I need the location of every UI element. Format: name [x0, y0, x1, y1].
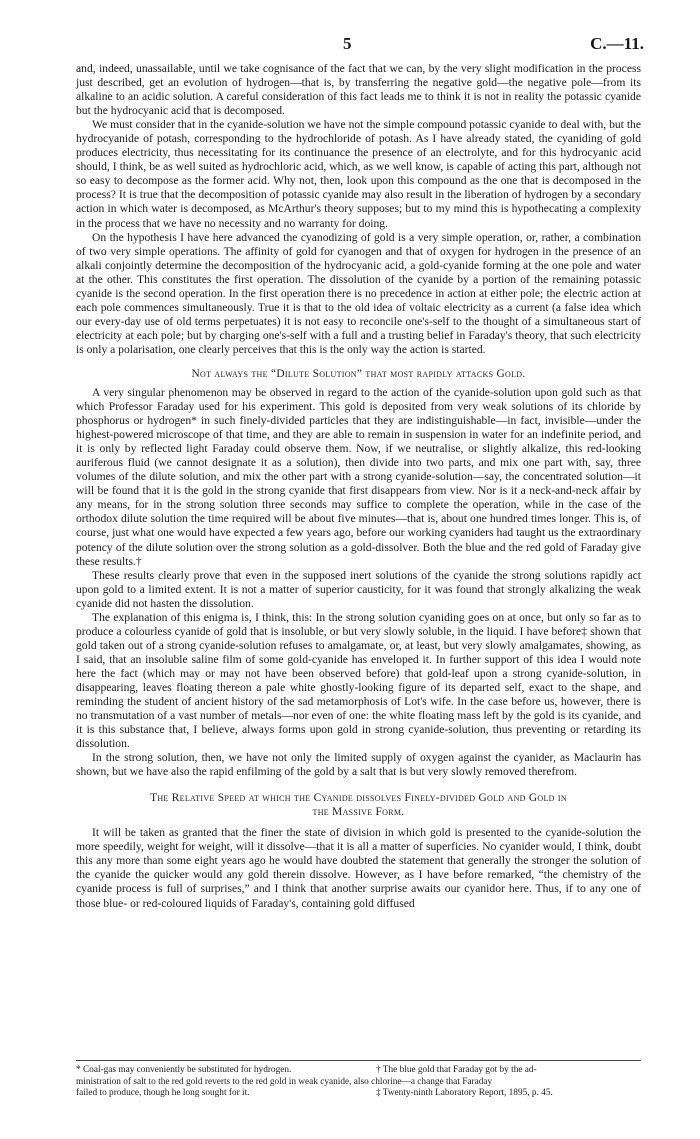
- footnote: * Coal-gas may conveniently be substituted for hydrogen.: [76, 1065, 292, 1075]
- section-heading-line: the Massive Form.: [312, 806, 405, 819]
- section-heading: Not always the “Dilute Solution” that most rapidly attacks Gold.: [191, 367, 526, 380]
- section-heading: [76, 791, 641, 819]
- paragraph: These results clearly prove that even in the supposed inert solutions of the cyanide the strong solutions rapidly act upon gold to a limited extent. It is not a matter of superior causticity, for it was found that strongly alkalizing the weak cyanide did not hasten the dissolution.: [76, 568, 641, 610]
- body-text: [76, 62, 641, 911]
- page-header: [76, 34, 644, 62]
- footnote: ‡ Twenty-ninth Laboratory Report, 1895, p. 45.: [376, 1088, 553, 1099]
- page-number: 5: [343, 34, 352, 53]
- footnote: ministration of salt to the red gold reverts to the red gold in weak cyanide, also chlorine—a change that Faraday: [76, 1076, 493, 1087]
- footnotes: [76, 1060, 641, 1100]
- paragraph: On the hypothesis I have here advanced the cyanodizing of gold is a very simple operation, or, rather, a combination of two very simple operations. The affinity of gold for cyanogen and that of oxygen for hydrogen in the presence of an alkali conjointly determine the decomposition of the hydrocyanic acid, a gold-cyanide forming at the one pole and water at the other. This constitutes the first operation. The dissolution of the cyanide by a portion of the remaining potassic cyanide is the second operation. In the first operation there is no precedence in action at either pole; the electric action at each pole commences simultaneously. True it is that to the old idea of voltaic electricity as a current (a false idea which our every-day use of old terms perpetuates) it is not easy to reconcile one's-self to the thought of a simultaneous start of electricity at each pole; but by charging one's-self with a full and a trusting belief in Faraday's theory, that such electricity is only a polarisation, one clearly perceives that this is the only way the action is started.: [76, 230, 641, 356]
- footnote: failed to produce, though he long sought for it.: [76, 1088, 250, 1099]
- paragraph: It will be taken as granted that the finer the state of division in which gold is presented to the cyanide-solution the more speedily, weight for weight, will it dissolve—that it is all a matter of superficies. No cyanider would, I think, doubt this any more than some eight years ago he would have doubted the statement that generally the stronger the solution of the cyanide the quicker would any gold therein dissolve. However, as I have before remarked, “the chemistry of the cyanide process is full of surprises,” and I think that another surprise awaits our cyanidor here. Thus, if to any one of those blue- or red-coloured liquids of Faraday's, containing gold diffused: [76, 826, 641, 910]
- section-heading-line: The Relative Speed at which the Cyanide dissolves Finely-divided Gold and Gold in: [150, 792, 567, 805]
- paragraph: and, indeed, unassailable, until we take cognisance of the fact that we can, by the very slight modification in the process just described, get an evolution of hydrogen—that is, by transferring the negative gold—the negative pole—from its alkaline to an acidic solution. A careful consideration of this fact leads me to think it is not in reality the potassic cyanide but the hydrocyanic acid that is decomposed.: [76, 62, 641, 118]
- paragraph: In the strong solution, then, we have not only the limited supply of oxygen against the cyanider, as Maclaurin has shown, but we have also the rapid enfilming of the gold by a salt that is but very slowly removed therefrom.: [76, 751, 641, 779]
- footnote-row: [76, 1065, 641, 1077]
- footnote: † The blue gold that Faraday got by the ad-: [376, 1065, 537, 1075]
- document-page: [76, 34, 644, 911]
- paragraph: We must consider that in the cyanide-solution we have not the simple compound potassic cyanide to deal with, but the hydrocyanide of potash, corresponding to the hydrochloride of potash. As I have already stated, the cyaniding of gold produces electricity, thus necessitating for its continuance the presence of an electrolyte, and for this hydrocyanic acid should, I think, be as well suited as hydrochloric acid, which, as we well know, is capable of acting this part, although not so easy to decompose as the former acid. Why not, then, look upon this compound as the one that is decomposed in the process? It is true that the decomposition of potassic cyanide may also result in the liberation of hydrogen by a secondary action in which water is decomposed, as McArthur's theory supposes; but to my mind this is hypothecating a complexity in the process that we have no necessity and no warranty for doing.: [76, 118, 641, 230]
- document-reference: C.—11.: [590, 34, 644, 53]
- paragraph: A very singular phenomenon may be observed in regard to the action of the cyanide-solution upon gold such as that which Professor Faraday used for his experiment. This gold is deposited from very weak solutions of its chloride by phosphorus or hydrogen* in such finely-divided particles that they are indistinguishable—in fact, invisible—under the highest-powered microscope of that time, and they are able to remain in suspension in water for an indefinite period, and it is only by reflected light Faraday could observe them. Now, if we neutralise, or slightly alkalize, this red-looking auriferous fluid (we cannot designate it as a solution), then divide into two parts, and mix one part with, say, three volumes of the dilute solution, and mix the other part with a strong cyanide-solution—say, the concentrated solution—it will be found that it is the gold in the strong cyanide that first disappears from view. Nor is it a neck-and-neck affair by any means, for in the strong solution three seconds may suffice to complete the operation, while in the case of the orthodox dilute solution the time required will be about five minutes—that is, about one hundred times longer. This is, of course, just what one would have expected a few years ago, before our working cyaniders had taught us the extraordinary potency of the dilute solution over the strong solution as a gold-dissolver. Both the blue and the red gold of Faraday give these results.†: [76, 385, 641, 568]
- paragraph: The explanation of this enigma is, I think, this: In the strong solution cyaniding goes on at once, but only so far as to produce a colourless cyanide of gold that is insoluble, or but very slowly soluble, in the liquid. I have before‡ shown that gold taken out of a strong cyanide-solution refuses to amalgamate, or, at least, but very slowly amalgamates, showing, as I said, that an insoluble saline film of some gold-cyanide has enveloped it. In further support of this idea I would note here the fact (which may or may not have been observed before) that gold-leaf upon a strong cyanide-solution, in disappearing, leaves floating thereon a pale white ghostly-looking figure of its departed self, exact to the shape, and reminding the student of ancient history of the sad metamorphosis of Lot's wife. In the case before us, however, there is no transmutation of a vast number of metals—nor even of one: the white floating mass left by the gold is its cyanide, and it is this substance that, I believe, always forms upon gold in strong cyanide-solution, thus preventing or retarding its dissolution.: [76, 610, 641, 751]
- footnote-row: [76, 1088, 641, 1100]
